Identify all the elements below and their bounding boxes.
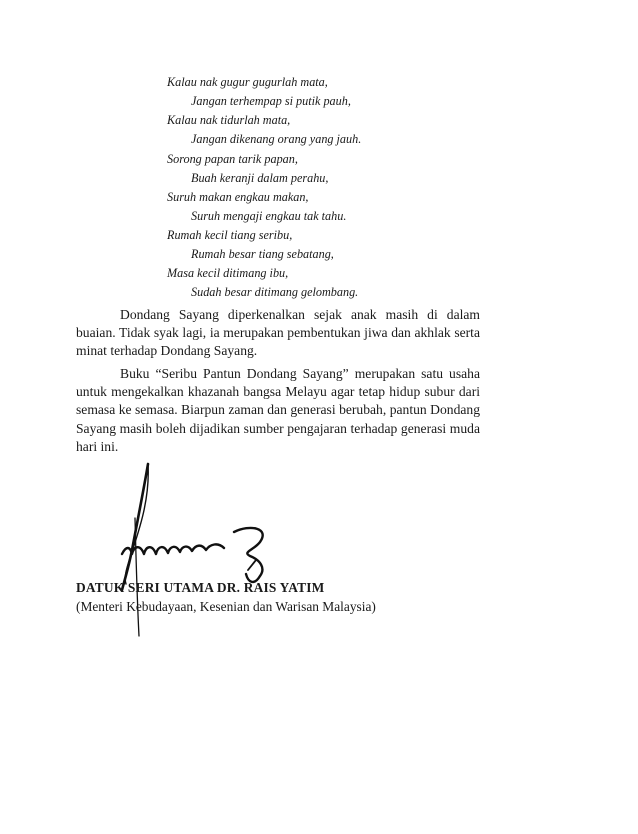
pantun-line: Sudah besar ditimang gelombang. <box>191 285 359 299</box>
pantun-line: Kalau nak gugur gugurlah mata, <box>167 75 328 89</box>
pantun-line: Sorong papan tarik papan, <box>167 152 298 166</box>
body-paragraph: Buku “Seribu Pantun Dondang Sayang” merupakan satu usaha untuk mengekalkan khazanah bangsa Melayu agar tetap hidup subur dari semasa ke semasa. Biarpun zaman dan generasi berubah, pantun Dondang Sayang masih boleh dijadikan sumber pengajaran terhadap generasi muda hari ini. <box>76 366 480 454</box>
pantun-line: Suruh mengaji engkau tak tahu. <box>191 209 347 223</box>
pantun-stanza <box>167 150 346 226</box>
signer-title: (Menteri Kebudayaan, Kesenian dan Warisan Malaysia) <box>76 599 376 614</box>
pantun-line: Buah keranji dalam perahu, <box>191 171 329 185</box>
pantun-stanza <box>167 226 358 302</box>
pantun-line: Rumah kecil tiang seribu, <box>167 228 293 242</box>
pantun-line: Suruh makan engkau makan, <box>167 190 309 204</box>
pantun-line: Rumah besar tiang sebatang, <box>191 247 334 261</box>
pantun-stanza <box>167 73 361 149</box>
pantun-line: Masa kecil ditimang ibu, <box>167 266 289 280</box>
pantun-line: Jangan terhempap si putik pauh, <box>191 94 351 108</box>
pantun-line: Jangan dikenang orang yang jauh. <box>191 132 362 146</box>
signer-name: DATUK SERI UTAMA DR. RAIS YATIM <box>76 580 325 595</box>
body-paragraph: Dondang Sayang diperkenalkan sejak anak masih di dalam buaian. Tidak syak lagi, ia merupakan pembentukan jiwa dan akhlak serta minat terhadap Dondang Sayang. <box>76 307 480 359</box>
pantun-line: Kalau nak tidurlah mata, <box>167 113 291 127</box>
